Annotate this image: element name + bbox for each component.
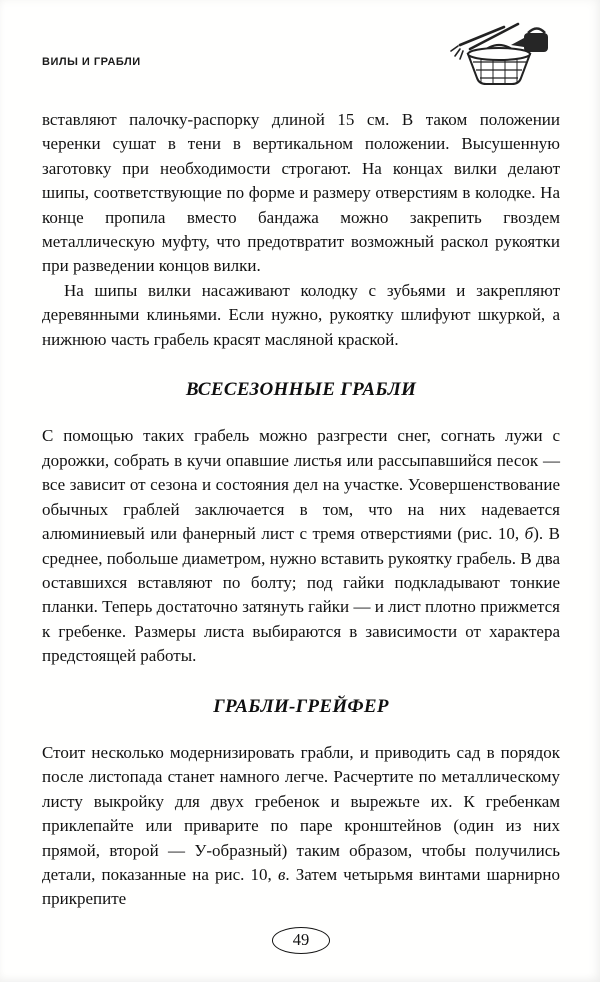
garden-tools-drawing [446,18,558,88]
body-text [42,108,560,912]
paragraph [42,279,560,352]
page-header [42,40,560,96]
figure-reference-letter: в [277,864,286,884]
paragraph-text: Стоит несколько модернизировать грабли, и приводить сад в порядок после листопада станет намного легче. Расчертите по металлическому листу выкройку для двух гребенок и вырежьте их. К гребенкам приклепайте или приварите по паре кронштейнов (один из них прямой, второй — У-образный) таким образом, чтобы получились детали, показанные на рис. 10, [42,742,560,884]
paragraph-continuation [42,108,560,279]
paragraph-text: вставляют палочку-распорку длиной 15 см. В таком положении черенки сушат в тени в вертикальном положении. Высушенную заготовку при необходимости строгают. На концах вилки делают шипы, соответствующие по форме и размеру отверстиям в колодке. На конце пропила вместо бандажа можно закрепить гвоздем металлическую муфту, что предотвратит возможный раскол рукоятки при разведении концов вилки. [42,110,560,276]
page-number [272,927,331,954]
running-title: ВИЛЫ И ГРАБЛИ [42,56,141,68]
figure-reference-letter: б [524,524,534,544]
section-heading-grapple-rake: ГРАБЛИ-ГРЕЙФЕР [213,695,389,717]
paragraph [42,741,560,912]
paragraph [42,424,560,668]
paragraph-text: С помощью таких грабель можно разгрести снег, согнать лужи с дорожки, собрать в кучи опавшие листья или рассыпавшийся песок — все зависит от сезона и состояния дел на участке. Усовершенствование обычных граблей заключается в том, что на них надевается алюминиевый или фанерный лист с тремя отверстиями (рис. 10, [42,426,560,544]
paragraph-text: На шипы вилки насаживают колодку с зубьями и закрепляют деревянными клиньями. Если нужно, рукоятку шлифуют шкуркой, а нижнюю часть грабель красят масляной краской. [42,280,560,349]
page-number-text: 49 [292,930,310,949]
garden-tools-illustration [446,18,558,93]
section-heading-all-season-rakes: ВСЕСЕЗОННЫЕ ГРАБЛИ [185,379,417,401]
paragraph-text: ). В среднее, побольше диаметром, нужно вставить рукоятку грабель. В два оставшихся вставляют по болту; под гайки подкладывают тонкие планки. Теперь достаточно затянуть гайки — и лист плотно прижмется к гребенке. Размеры листа выбираются в зависимости от характера предстоящей работы. [42,524,560,666]
paragraph-text: . Затем четырьмя винтами шарнирно прикрепите [42,864,560,909]
page-footer [42,927,560,958]
